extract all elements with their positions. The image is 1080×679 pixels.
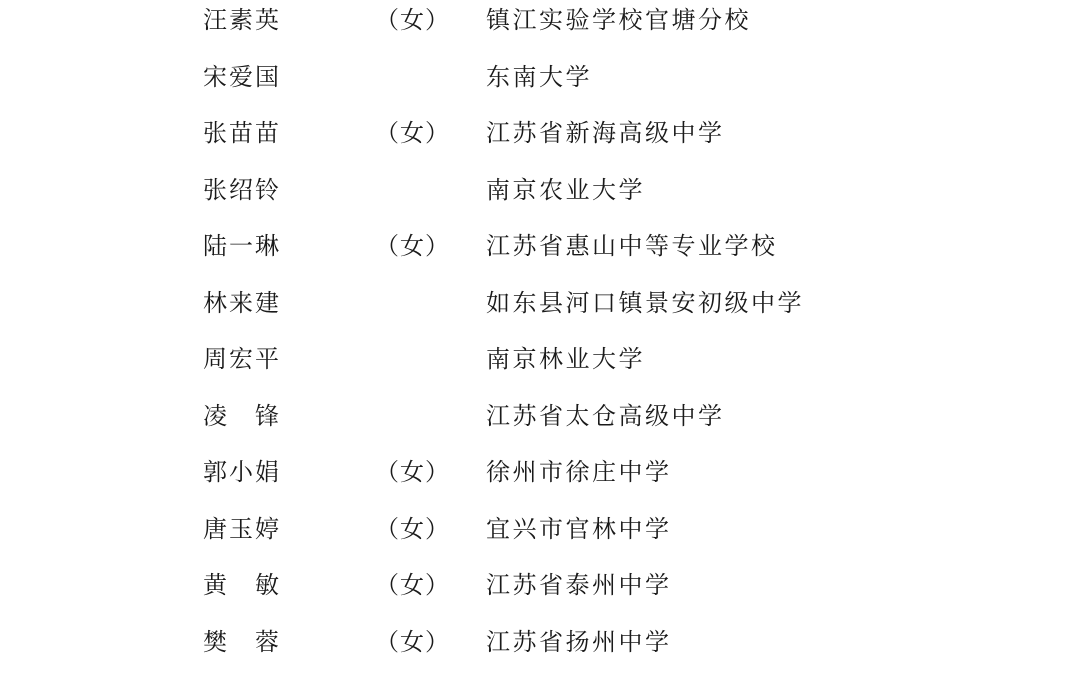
school-name: 如东县河口镇景安初级中学: [486, 289, 804, 317]
person-name: 张绍铃: [203, 176, 281, 204]
gender-mark: （女）: [375, 6, 450, 34]
school-name: 东南大学: [486, 63, 592, 91]
person-name: 宋爱国: [203, 63, 281, 91]
roster-row: [0, 565, 1080, 605]
roster-row: [0, 452, 1080, 492]
person-name: 樊 蓉: [203, 628, 281, 656]
person-name: 凌 锋: [203, 402, 281, 430]
school-name: 江苏省太仓高级中学: [486, 402, 725, 430]
gender-mark: （女）: [375, 232, 450, 260]
roster-row: [0, 0, 1080, 40]
school-name: 徐州市徐庄中学: [486, 458, 672, 486]
school-name: 江苏省扬州中学: [486, 628, 672, 656]
school-name: 江苏省泰州中学: [486, 571, 672, 599]
gender-mark: （女）: [375, 515, 450, 543]
person-name: 唐玉婷: [203, 515, 281, 543]
gender-mark: （女）: [375, 119, 450, 147]
roster-row: [0, 170, 1080, 210]
roster-row: [0, 509, 1080, 549]
person-name: 郭小娟: [203, 458, 281, 486]
roster-row: [0, 283, 1080, 323]
school-name: 南京农业大学: [486, 176, 645, 204]
roster-row: [0, 113, 1080, 153]
school-name: 宜兴市官林中学: [486, 515, 672, 543]
person-name: 张苗苗: [203, 119, 281, 147]
gender-mark: （女）: [375, 458, 450, 486]
roster-row: [0, 226, 1080, 266]
school-name: 江苏省新海高级中学: [486, 119, 725, 147]
gender-mark: （女）: [375, 628, 450, 656]
school-name: 镇江实验学校官塘分校: [486, 6, 751, 34]
gender-mark: （女）: [375, 571, 450, 599]
person-name: 汪素英: [203, 6, 281, 34]
roster-row: [0, 396, 1080, 436]
roster-row: [0, 622, 1080, 662]
roster-row: [0, 339, 1080, 379]
school-name: 江苏省惠山中等专业学校: [486, 232, 778, 260]
school-name: 南京林业大学: [486, 345, 645, 373]
roster-row: [0, 57, 1080, 97]
person-name: 林来建: [203, 289, 281, 317]
person-name: 陆一琳: [203, 232, 281, 260]
person-name: 黄 敏: [203, 571, 281, 599]
person-name: 周宏平: [203, 345, 281, 373]
